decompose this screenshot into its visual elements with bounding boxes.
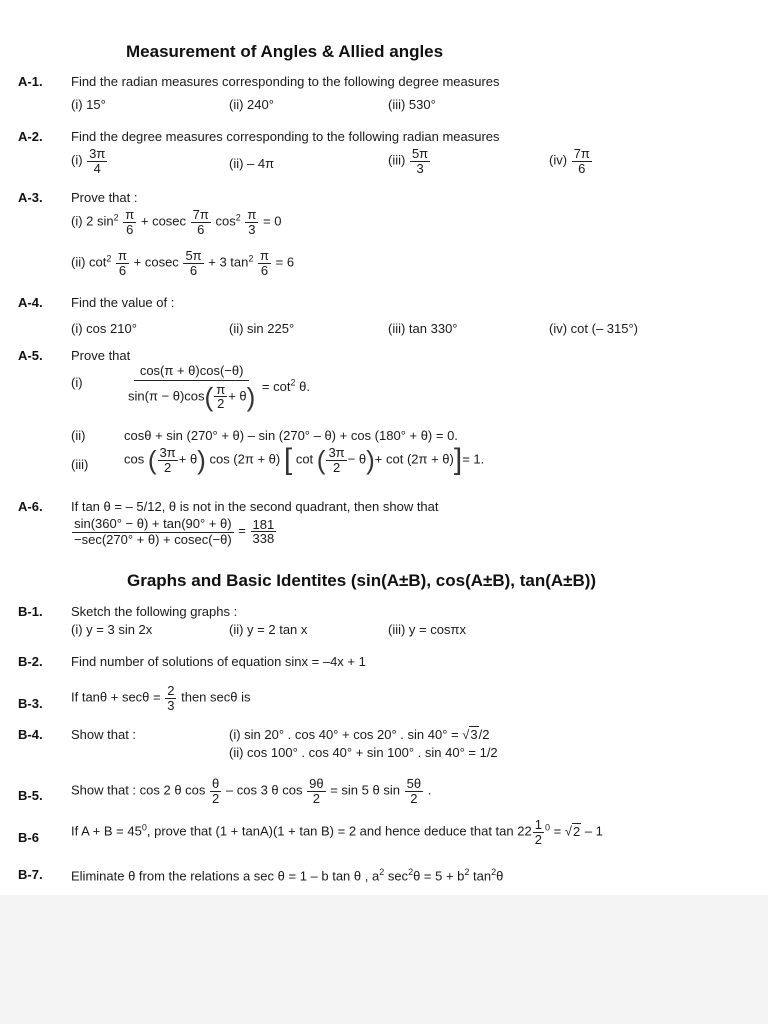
numerator: 9θ <box>309 776 324 791</box>
equation-line <box>71 208 281 236</box>
equation-line: (ii) cos 100° . cos 40° + sin 100° . sin 40° = 1/2 <box>229 745 498 760</box>
numerator: π <box>216 381 226 397</box>
section-title-angles: Measurement of Angles & Allied angles <box>126 42 444 61</box>
equation-part: Show that : cos 2 θ cos <box>71 782 206 798</box>
fraction <box>158 446 178 474</box>
equation-part: sec <box>384 868 409 884</box>
fraction <box>307 777 325 805</box>
sub-label: (i) <box>71 375 83 390</box>
question-text: If tan θ = – 5/12, θ is not in the second quadrant, then show that <box>71 499 439 514</box>
equation-part: – 1 <box>584 823 603 839</box>
question-number: A-6. <box>18 499 43 514</box>
equation-line <box>124 445 484 475</box>
fraction <box>251 518 277 546</box>
equation-part: + θ <box>178 451 198 467</box>
question-number: A-1. <box>18 74 43 89</box>
fraction <box>405 777 423 805</box>
equation-part: + θ <box>228 388 247 404</box>
numerator: π <box>125 207 135 222</box>
equation-part: + cosec <box>140 213 187 229</box>
denominator: 2 <box>164 459 172 475</box>
equation-line <box>71 818 603 846</box>
option-text: (ii) 240° <box>229 97 274 112</box>
equation-part: Eliminate θ from the relations a sec θ = 1 – b tan θ , a <box>71 868 380 884</box>
option-fraction <box>388 147 431 175</box>
option-fraction <box>549 147 593 175</box>
denominator: 2 <box>534 831 542 847</box>
equation-line: cosθ + sin (270° + θ) – sin (270° – θ) + cos (180° + θ) = 0. <box>124 428 458 443</box>
denominator: 3 <box>167 697 175 713</box>
sqrt-icon: √ <box>564 823 572 839</box>
denominator: 6 <box>578 160 586 176</box>
question-number: B-3. <box>18 696 43 711</box>
fraction <box>183 249 203 277</box>
page-bottom-margin <box>0 895 768 1024</box>
numerator: θ <box>212 776 220 791</box>
equation-part: If A + B = 45 <box>71 823 142 839</box>
numerator: cos(π + θ)cos(−θ) <box>134 364 250 381</box>
question-text: Prove that <box>71 348 131 363</box>
paren: ) <box>197 445 206 475</box>
numerator: 181 <box>252 516 275 532</box>
denominator: 4 <box>93 160 101 176</box>
question-number: B-1. <box>18 604 43 619</box>
numerator: π <box>118 248 128 263</box>
exponent: 0 <box>141 822 147 833</box>
equation-part: cot <box>295 451 314 467</box>
fraction <box>123 208 136 236</box>
option-text: (i) cos 210° <box>71 321 137 336</box>
equation-part: cos <box>215 213 236 229</box>
question-number: B-5. <box>18 788 43 803</box>
denominator: 2 <box>217 396 225 412</box>
option-label: (iv) <box>549 152 568 168</box>
exponent: 2 <box>113 212 119 223</box>
denominator <box>126 381 257 411</box>
equation-part: tan <box>469 868 492 884</box>
numerator: sin(360° − θ) + tan(90° + θ) <box>74 516 232 531</box>
paren: ) <box>366 445 375 475</box>
question-number: B-4. <box>18 727 43 742</box>
denominator: 3 <box>248 221 256 237</box>
question-text: Find number of solutions of equation sinx = –4x + 1 <box>71 654 366 669</box>
equation-part: – cos 3 θ cos <box>225 782 303 798</box>
fraction <box>326 446 346 474</box>
equation-part: θ. <box>295 378 310 394</box>
fraction <box>72 517 234 546</box>
equation-part: = <box>238 523 246 539</box>
denominator: 338 <box>252 531 275 547</box>
question-text: Sketch the following graphs : <box>71 604 238 619</box>
equation-part: = <box>553 823 562 839</box>
fraction <box>165 684 176 712</box>
numerator: 2 <box>167 683 175 698</box>
numerator: π <box>260 248 270 263</box>
equation-part: θ = 5 + b <box>413 868 465 884</box>
question-number: A-2. <box>18 129 43 144</box>
option-fraction <box>71 147 108 175</box>
numerator: 7π <box>192 207 209 222</box>
option-text: (ii) sin 225° <box>229 321 295 336</box>
option-text: (i) 15° <box>71 97 106 112</box>
fraction <box>116 249 129 277</box>
option-text: (ii) – 4π <box>229 156 275 171</box>
option-text: (iii) tan 330° <box>388 321 458 336</box>
sub-label: (iii) <box>71 457 89 472</box>
bracket: [ <box>283 443 293 476</box>
numerator: 5π <box>185 248 202 263</box>
equation-part: = 6 <box>275 254 295 270</box>
denominator: 3 <box>416 160 424 176</box>
denominator: 6 <box>126 221 134 237</box>
equation-part: − θ <box>347 451 367 467</box>
equation-part: , prove that (1 + tanA)(1 + tan B) = 2 and hence deduce that tan 22 <box>146 823 532 839</box>
equation-part: = 0 <box>262 213 282 229</box>
denominator: 6 <box>189 262 198 278</box>
numerator: 3π <box>328 444 345 460</box>
fraction <box>258 249 271 277</box>
question-number: A-3. <box>18 190 43 205</box>
denominator: 2 <box>410 790 418 806</box>
equation-part: = sin 5 θ sin <box>330 782 400 798</box>
equation-part: cos <box>124 451 145 467</box>
equation-part: then secθ is <box>181 689 251 705</box>
fraction <box>210 777 221 805</box>
question-text: Find the radian measures corresponding to the following degree measures <box>71 74 500 89</box>
exponent: 2 <box>106 253 112 264</box>
option-label: (i) <box>71 152 83 168</box>
option-text: (iv) cot (– 315°) <box>549 321 639 336</box>
fraction <box>410 147 430 175</box>
question-text: Show that : <box>71 727 137 742</box>
equation-part: . <box>427 782 432 798</box>
equation-part: = cot <box>261 378 291 394</box>
fraction <box>126 364 257 411</box>
equation-part: (i) 2 sin <box>71 213 114 229</box>
equation-line <box>71 777 431 805</box>
equation-line <box>125 364 310 411</box>
denominator: 2 <box>332 459 341 475</box>
bracket: ] <box>453 443 463 476</box>
question-text: Prove that : <box>71 190 138 205</box>
option-text: (iii) y = cosπx <box>388 622 466 637</box>
option-label: (iii) <box>388 152 406 168</box>
equation-line <box>229 727 489 742</box>
option-text: (ii) y = 2 tan x <box>229 622 308 637</box>
denominator: 6 <box>197 221 205 237</box>
paren: ( <box>316 445 326 475</box>
exponent: 2 <box>290 377 296 388</box>
exponent: 2 <box>235 212 241 223</box>
fraction <box>214 383 227 411</box>
equation-part: /2 <box>478 727 490 742</box>
equation-part: + cosec <box>133 254 179 270</box>
denominator: −sec(270° + θ) + cosec(−θ) <box>74 531 232 547</box>
option-text: (iii) 530° <box>388 97 436 112</box>
exponent: 2 <box>379 867 385 877</box>
equation-part: = 1. <box>462 451 485 467</box>
equation-part: If tanθ + secθ = <box>71 689 161 705</box>
numerator: 5θ <box>406 776 422 791</box>
equation-line <box>71 517 277 546</box>
sqrt-icon: √ <box>462 727 470 742</box>
radicand: 3 <box>470 727 478 742</box>
option-text: (i) y = 3 sin 2x <box>71 622 153 637</box>
numerator: 1 <box>534 817 542 832</box>
fraction <box>533 818 544 846</box>
exponent: 0 <box>544 822 550 833</box>
equation-part: cos (2π + θ) <box>209 451 281 467</box>
exponent: 2 <box>464 867 470 877</box>
section-title-graphs: Graphs and Basic Identites (sin(A±B), cos(A±B), tan(A±B)) <box>127 571 597 590</box>
equation-part: θ <box>496 868 504 884</box>
fraction <box>572 147 592 175</box>
radicand: 2 <box>572 823 581 839</box>
equation-line <box>71 249 294 277</box>
numerator: 5π <box>411 146 429 161</box>
paren: ( <box>204 381 214 412</box>
fraction <box>191 208 211 236</box>
question-number: B-6 <box>18 830 39 845</box>
question-number: B-2. <box>18 654 43 669</box>
question-number: A-4. <box>18 295 43 310</box>
exponent: 2 <box>248 253 254 264</box>
sub-label: (ii) <box>71 428 86 443</box>
numerator: 3π <box>89 146 106 161</box>
denominator: 2 <box>212 790 220 806</box>
equation-part: (ii) cot <box>71 254 107 270</box>
question-number: A-5. <box>18 348 43 363</box>
question-number: B-7. <box>18 867 43 882</box>
exponent: 2 <box>491 867 497 877</box>
denominator: 6 <box>260 262 269 278</box>
equation-part: sin(π − θ)cos <box>128 388 205 404</box>
fraction <box>87 147 107 175</box>
equation-part: + cot <box>374 451 404 467</box>
equation-part: (i) sin 20° . cos 40° + cos 20° . sin 40° = <box>229 727 459 742</box>
equation-part: (2π + θ) <box>406 451 454 467</box>
numerator: 3π <box>159 444 176 460</box>
question-text: Find the value of : <box>71 295 175 310</box>
numerator: 7π <box>573 146 590 161</box>
denominator: 6 <box>118 262 127 278</box>
exponent: 2 <box>408 867 414 877</box>
question-text: Find the degree measures corresponding to the following radian measures <box>71 129 500 144</box>
fraction <box>245 208 258 236</box>
question-text <box>71 684 250 712</box>
paren: ) <box>246 381 256 412</box>
paren: ( <box>147 445 157 475</box>
equation-part: + 3 tan <box>208 254 249 270</box>
numerator: π <box>247 207 257 222</box>
denominator: 2 <box>312 790 320 806</box>
question-text <box>71 867 503 883</box>
